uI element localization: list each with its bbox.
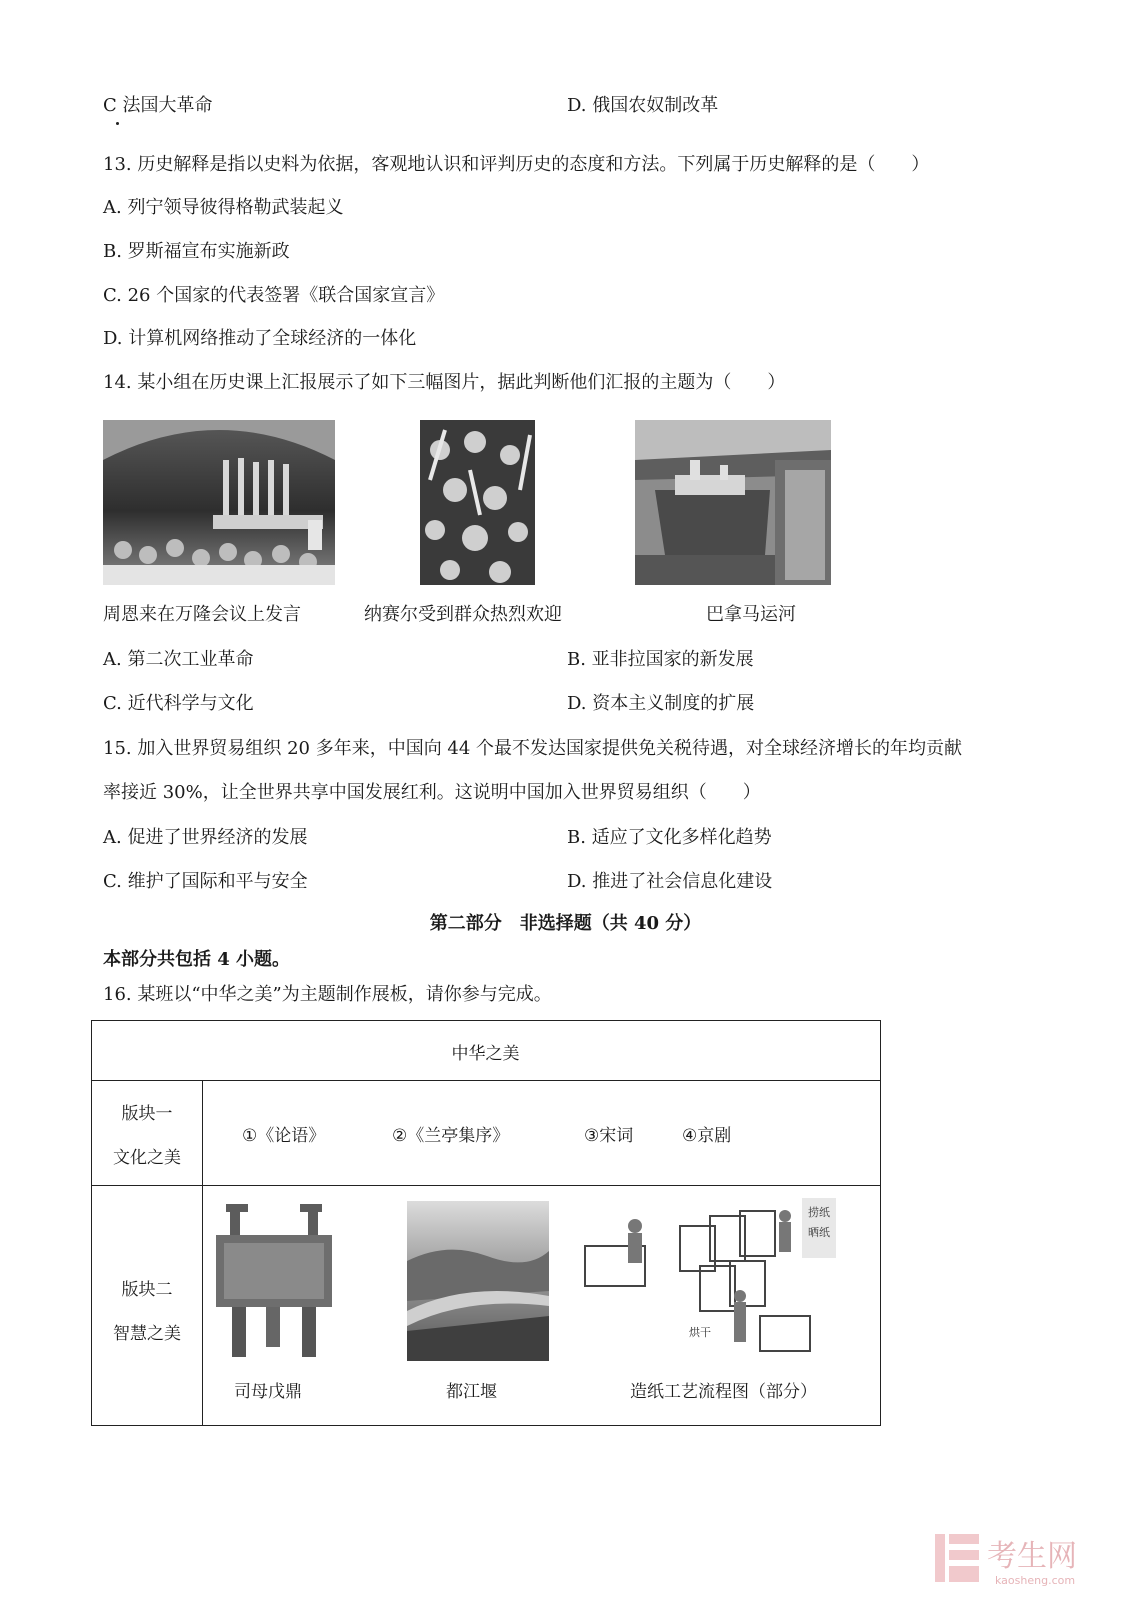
table-header: 中华之美 bbox=[451, 1044, 520, 1064]
photo-nasser-crowd bbox=[420, 420, 535, 585]
row1-item-songci: ③宋词 bbox=[584, 1126, 634, 1146]
q13-option-b: B. 罗斯福宣布实施新政 bbox=[103, 241, 290, 262]
photo-panama-canal bbox=[635, 420, 831, 585]
row1-item-lunyu: ①《论语》 bbox=[242, 1126, 326, 1146]
watermark-url: kaosheng.com bbox=[995, 1574, 1076, 1587]
q15-option-b: B. 适应了文化多样化趋势 bbox=[567, 827, 772, 848]
q13-option-d: D. 计算机网络推动了全球经济的一体化 bbox=[103, 328, 417, 349]
q15-option-a: A. 促进了世界经济的发展 bbox=[103, 827, 308, 848]
q16-stem: 16. 某班以“中华之美”为主题制作展板，请你参与完成。 bbox=[103, 984, 552, 1005]
row2-label-line1: 版块二 bbox=[121, 1280, 173, 1300]
caption-papermaking: 造纸工艺流程图（部分） bbox=[630, 1382, 817, 1402]
caption-nasser: 纳赛尔受到群众热烈欢迎 bbox=[364, 604, 562, 625]
caption-dujiangyan: 都江堰 bbox=[446, 1382, 497, 1402]
row1-item-jingju: ④京剧 bbox=[682, 1126, 732, 1146]
table-divider bbox=[202, 1080, 203, 1425]
q12-option-d: D. 俄国农奴制改革 bbox=[567, 95, 719, 116]
row1-label-line1: 版块一 bbox=[121, 1104, 173, 1124]
table-divider bbox=[92, 1185, 880, 1186]
q14-option-b: B. 亚非拉国家的新发展 bbox=[567, 649, 754, 670]
row1-label-line2: 文化之美 bbox=[113, 1148, 181, 1168]
caption-bandung: 周恩来在万隆会议上发言 bbox=[103, 604, 301, 625]
part2-title: 第二部分 非选择题（共 40 分） bbox=[429, 913, 702, 934]
q14-stem: 14. 某小组在历史课上汇报展示了如下三幅图片，据此判断他们汇报的主题为（ ） bbox=[103, 372, 786, 393]
q14-option-c: C. 近代科学与文化 bbox=[103, 693, 254, 714]
q15-stem-line2: 率接近 30%，让全世界共享中国发展红利。这说明中国加入世界贸易组织（ ） bbox=[103, 782, 761, 803]
q15-option-c: C. 维护了国际和平与安全 bbox=[103, 871, 308, 892]
part2-intro: 本部分共包括 4 小题。 bbox=[103, 949, 291, 970]
q16-table bbox=[91, 1020, 881, 1426]
watermark-name: 考生网 bbox=[987, 1539, 1077, 1574]
photo-bandung-conference bbox=[103, 420, 335, 585]
q13-option-a: A. 列宁领导彼得格勒武装起义 bbox=[103, 197, 344, 218]
q13-stem: 13. 历史解释是指以史料为依据，客观地认识和评判历史的态度和方法。下列属于历史解释的是（ ） bbox=[103, 154, 930, 175]
q12-option-c: C 法国大革命 bbox=[103, 95, 213, 116]
row1-item-lantingjixu: ②《兰亭集序》 bbox=[392, 1126, 510, 1146]
paper-text-honggan: 烘干 bbox=[689, 1326, 711, 1339]
caption-panama: 巴拿马运河 bbox=[706, 604, 796, 625]
row2-label-line2: 智慧之美 bbox=[113, 1324, 181, 1344]
emphasis-dot bbox=[116, 122, 119, 125]
q13-option-c: C. 26 个国家的代表签署《联合国家宣言》 bbox=[103, 285, 445, 306]
paper-text-shaizhi: 晒纸 bbox=[808, 1226, 830, 1239]
paper-text-laozhi: 捞纸 bbox=[808, 1206, 830, 1219]
image-papermaking-process bbox=[580, 1196, 840, 1366]
q14-option-a: A. 第二次工业革命 bbox=[103, 649, 254, 670]
q15-option-d: D. 推进了社会信息化建设 bbox=[567, 871, 773, 892]
table-divider bbox=[92, 1080, 880, 1081]
caption-simuwu-ding: 司母戊鼎 bbox=[234, 1382, 302, 1402]
image-simuwu-ding bbox=[210, 1199, 338, 1361]
watermark-logo bbox=[933, 1528, 1113, 1588]
q15-stem-line1: 15. 加入世界贸易组织 20 多年来，中国向 44 个最不发达国家提供免关税待遇，对全球经济增长的年均贡献 bbox=[103, 738, 963, 759]
q14-option-d: D. 资本主义制度的扩展 bbox=[567, 693, 755, 714]
image-dujiangyan bbox=[407, 1201, 549, 1361]
